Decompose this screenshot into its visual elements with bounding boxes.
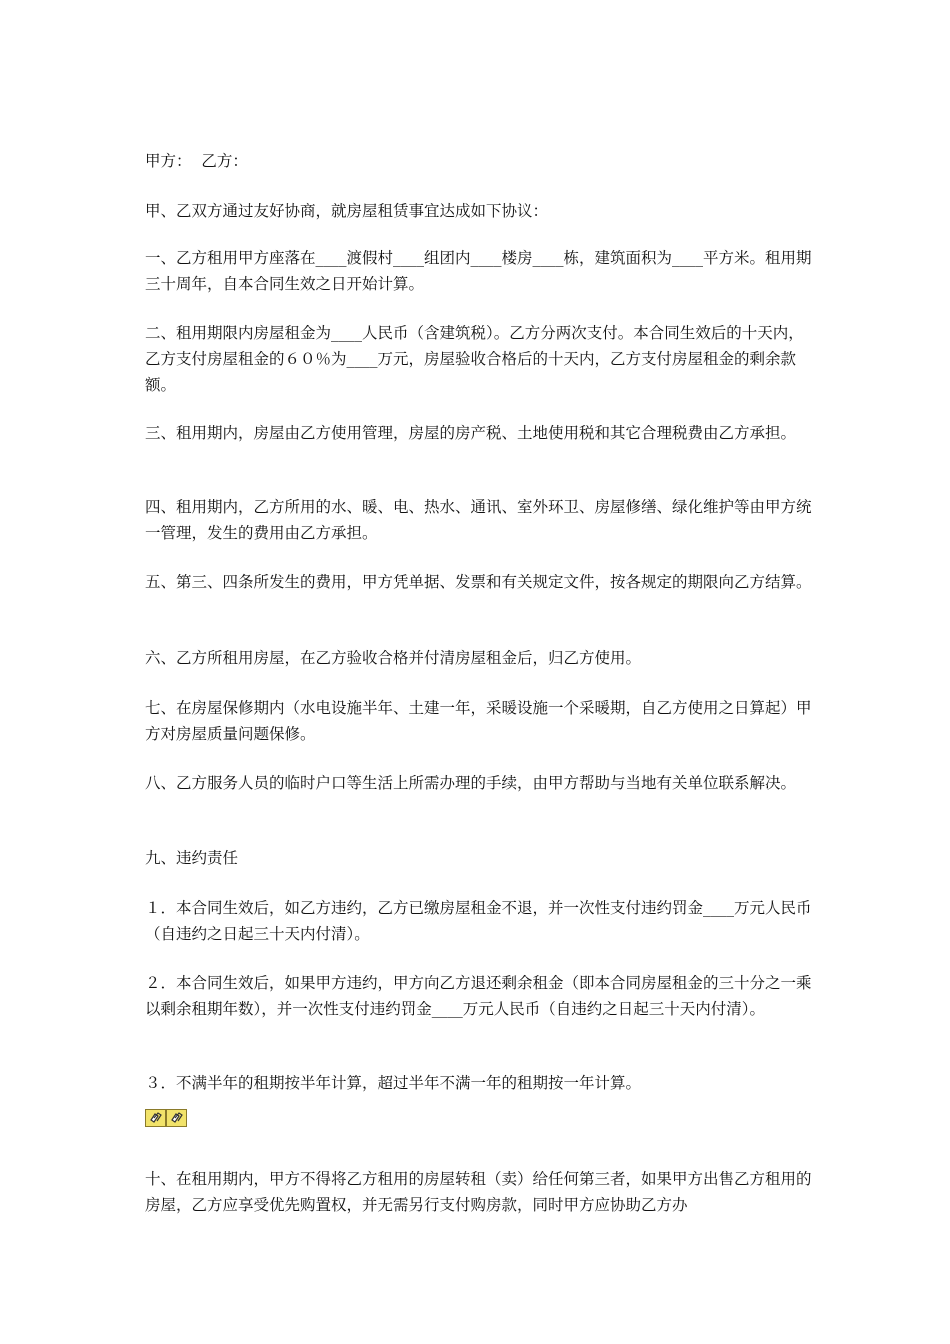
clause-5: 五、第三、四条所发生的费用，甲方凭单据、发票和有关规定文件，按各规定的期限向乙方结算。 bbox=[145, 573, 812, 591]
parties-line: 甲方： 乙方： bbox=[145, 152, 248, 170]
embedded-icons bbox=[145, 1109, 187, 1128]
clause-6: 六、乙方所租用房屋，在乙方验收合格并付清房屋租金后，归乙方使用。 bbox=[145, 649, 642, 667]
clause-9-heading: 九、违约责任 bbox=[145, 849, 239, 867]
link-icon[interactable] bbox=[166, 1109, 187, 1127]
intro-paragraph: 甲、乙双方通过友好协商，就房屋租赁事宜达成如下协议： bbox=[145, 202, 549, 220]
link-icon[interactable] bbox=[145, 1109, 166, 1127]
breach-item-3: ３．不满半年的租期按半年计算，超过半年不满一年的租期按一年计算。 bbox=[145, 1074, 642, 1092]
clause-1: 一、乙方租用甲方座落在____渡假村____组团内____楼房____栋，建筑面积为____平方米。租用期三十周年，自本合同生效之日开始计算。 bbox=[145, 249, 812, 293]
clause-10: 十、在租用期内，甲方不得将乙方租用的房屋转租（卖）给任何第三者，如果甲方出售乙方租用的房屋，乙方应享受优先购置权，并无需另行支付购房款，同时甲方应协助乙方办 bbox=[145, 1170, 812, 1214]
clause-4: 四、租用期内，乙方所用的水、暖、电、热水、通讯、室外环卫、房屋修缮、绿化维护等由甲方统一管理，发生的费用由乙方承担。 bbox=[145, 498, 812, 542]
clause-3: 三、租用期内，房屋由乙方使用管理，房屋的房产税、土地使用税和其它合理税费由乙方承担。 bbox=[145, 424, 797, 442]
clause-2: 二、租用期限内房屋租金为____人民币（含建筑税）。乙方分两次支付。本合同生效后的十天内，乙方支付房屋租金的６０％为____万元，房屋验收合格后的十天内，乙方支付房屋租金的剩余款额。 bbox=[145, 324, 804, 394]
clause-8: 八、乙方服务人员的临时户口等生活上所需办理的手续，由甲方帮助与当地有关单位联系解决。 bbox=[145, 774, 797, 792]
breach-item-1: １．本合同生效后，如乙方违约，乙方已缴房屋租金不退，并一次性支付违约罚金____万元人民币（自违约之日起三十天内付清）。 bbox=[145, 899, 812, 943]
breach-item-2: ２．本合同生效后，如果甲方违约，甲方向乙方退还剩余租金（即本合同房屋租金的三十分之一乘以剩余租期年数），并一次性支付违约罚金____万元人民币（自违约之日起三十天内付清）。 bbox=[145, 974, 812, 1018]
clause-7: 七、在房屋保修期内（水电设施半年、土建一年，采暖设施一个采暖期，自乙方使用之日算起）甲方对房屋质量问题保修。 bbox=[145, 699, 812, 743]
